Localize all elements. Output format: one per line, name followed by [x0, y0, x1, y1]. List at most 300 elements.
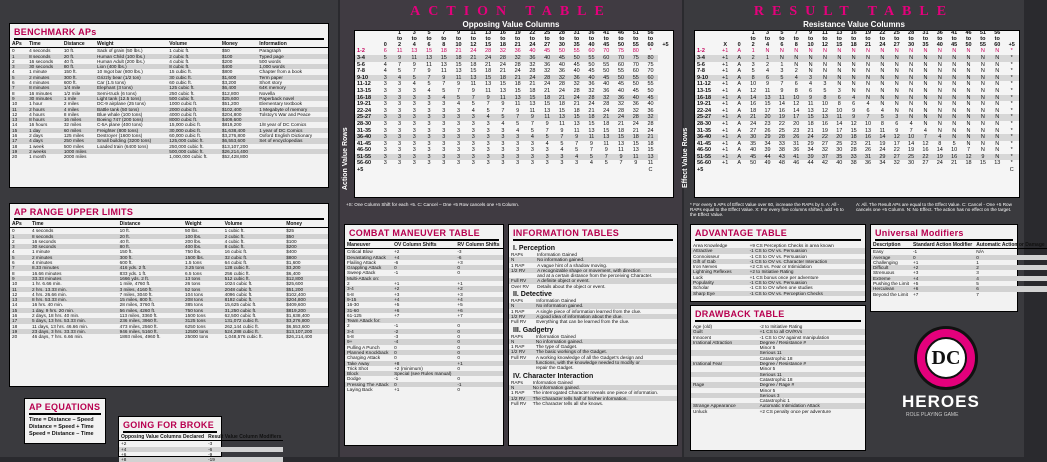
action-col-label: to — [500, 35, 506, 42]
result-cell: N — [937, 81, 942, 88]
action-cell: 3 — [516, 140, 520, 147]
ap-range-cell: $409,600 — [286, 302, 306, 308]
result-cell: N — [851, 48, 856, 55]
combat-cell: 0 — [457, 387, 460, 393]
ap-range-cell: 104 tons — [185, 291, 203, 297]
result-cell: N — [918, 95, 932, 102]
advantage-card — [690, 224, 866, 302]
combat-cell: 0 — [392, 382, 455, 387]
action-col-label: 40 — [588, 41, 595, 48]
action-row-label: 51-55 — [355, 154, 378, 161]
info-cell: Over RV — [511, 283, 529, 289]
result-cell: N — [952, 127, 957, 134]
ap-range-cell: 1,048,576 cubic ft. — [224, 334, 263, 340]
action-row — [355, 128, 673, 135]
result-cell: N — [976, 95, 990, 102]
action-cell: 5 — [604, 160, 608, 167]
result-cell: 5 — [775, 75, 789, 82]
result-cell — [918, 167, 932, 174]
result-cell: +1 — [722, 48, 729, 55]
action-cell: 32 — [529, 61, 536, 68]
action-cell: 15 — [481, 75, 496, 82]
result-cell: 6 — [794, 81, 798, 88]
ap-range-cell: 19 — [10, 329, 30, 334]
result-cell: A — [737, 61, 741, 68]
action-cell: 3 — [383, 101, 387, 108]
ap-range-cell: 52 tons — [183, 287, 223, 292]
result-col-label: 31 — [922, 30, 929, 36]
universal-cell: +2 — [911, 265, 974, 270]
result-col-label: to — [894, 35, 900, 42]
benchmark-cell: $52,428,800 — [221, 154, 248, 160]
benchmark-cell: 1/2 mile — [63, 90, 81, 96]
action-cell: 3 — [481, 134, 496, 141]
benchmark-cell: Short story — [259, 80, 282, 86]
combat-cell: Dodge — [347, 376, 361, 382]
middle-panel — [340, 0, 682, 457]
action-col-label: to — [603, 35, 609, 42]
action-cell: 80 — [632, 48, 639, 55]
result-cell: N — [765, 48, 770, 55]
action-cell: 13 — [555, 114, 570, 121]
info-cell: Full RV — [511, 354, 527, 360]
benchmark-cell: 32 miles — [63, 122, 82, 128]
action-cell: 28 — [514, 61, 521, 68]
result-col-label: 7 — [794, 30, 798, 36]
info-cell: functions, with the knowledge needed to modify or — [534, 360, 677, 365]
action-cell: 24 — [603, 107, 610, 114]
universal-cell: Strenuous — [873, 270, 895, 276]
result-cell: 18 — [750, 107, 757, 114]
benchmark-cell: Chapter from a book — [259, 69, 302, 75]
universal-cell: Herculean — [871, 286, 911, 291]
action-cell: 3 — [501, 140, 505, 147]
action-row-label: 5-6 — [357, 61, 365, 68]
result-cell: N — [890, 55, 904, 62]
result-cell: N — [794, 61, 799, 68]
action-cell: 9 — [412, 61, 416, 68]
ap-range-cell: 46 days, 7 hrs. 6.66 min. — [31, 334, 84, 340]
combat-cell: -6 — [394, 259, 399, 265]
action-cell: 15 — [614, 134, 629, 141]
action-cell: 3 — [555, 154, 570, 161]
benchmark-header-cell: Information — [257, 42, 328, 48]
result-cell — [746, 167, 760, 174]
result-cell: +1 — [722, 127, 729, 134]
result-cell: 5 — [751, 68, 755, 75]
universal-cell: Challenging — [873, 259, 898, 265]
benchmark-cell: Destroyer (1600 tons) — [96, 133, 143, 139]
result-note-left: * For every 5 APs of Effect Value over 60, increase the RAPs by 5. A: All - RAPs equal to the Effect Value. X: For every five columns shifted, add +5 to the Effect Value. — [690, 202, 844, 217]
action-cell: 3 — [412, 101, 416, 108]
result-col-label: 3 — [765, 30, 770, 36]
action-cell — [481, 167, 496, 174]
result-col-label: 18 — [850, 41, 857, 48]
ap-range-cell: 3 — [10, 244, 30, 249]
result-cell: A — [737, 81, 741, 88]
result-cell: 34 — [764, 140, 771, 147]
combat-cell: 3-4 — [345, 286, 392, 291]
result-cell: N — [966, 107, 971, 114]
ap-range-cell: 30 seconds — [30, 244, 118, 249]
result-cell: 34 — [807, 147, 814, 154]
result-cell: N — [980, 61, 985, 68]
result-cell: A — [737, 107, 741, 114]
combat-cell: +1 — [457, 281, 463, 287]
benchmark-cell: 19 — [10, 149, 27, 154]
combat-maneuver-title: COMBAT MANEUVER TABLE — [349, 228, 480, 238]
action-cell: 32 — [555, 75, 570, 82]
action-cell: 3 — [486, 140, 490, 147]
result-cell — [890, 167, 904, 174]
action-cell: 24 — [558, 87, 565, 94]
result-cell — [990, 167, 1004, 174]
result-cell: 21 — [864, 140, 872, 147]
action-col-label: to — [588, 35, 595, 42]
action-cell: 40 — [558, 61, 565, 68]
action-cell: 40 — [529, 48, 536, 55]
result-cell: 1 — [780, 61, 784, 68]
result-row-label: 46-50 — [697, 147, 712, 154]
result-cell: N — [980, 147, 985, 154]
action-cell: 18 — [584, 114, 599, 121]
result-cell — [775, 167, 789, 174]
action-col-label: 36 — [588, 30, 595, 36]
ap-range-table — [10, 222, 328, 340]
action-cell: 3 — [510, 134, 525, 141]
result-cell: 13 — [807, 107, 814, 114]
action-cell: 6 — [383, 48, 387, 55]
action-cell: 13 — [510, 95, 525, 102]
benchmark-cell: 1/8 year of DC Comics — [259, 122, 307, 128]
combat-header-cell: OV Column Shifts — [392, 243, 455, 249]
action-row-label: +5 — [357, 167, 364, 174]
ap-range-card — [9, 203, 329, 387]
action-cell: 3 — [383, 160, 387, 167]
result-note-right: A: All. The Result APs are equal to the Effect Value. C: Cancel - One +5 Row cancels one +5 Column. N: No Effect. The action has no effect on the target. — [856, 202, 1012, 212]
action-cell: 3 — [457, 160, 461, 167]
info-section-table — [509, 298, 677, 324]
action-cell: 50 — [588, 61, 595, 68]
combat-header-cell: RV Column Shifts — [455, 243, 503, 249]
action-cell: 3 — [398, 160, 402, 167]
result-cell: N — [894, 68, 899, 75]
info-cell: The interrogated Character reveals one piece of information. — [532, 390, 659, 396]
result-cell: * — [1004, 55, 1019, 62]
action-cell: 15 — [603, 127, 610, 134]
combat-cell: -6 — [455, 255, 503, 260]
result-cell: N — [980, 48, 985, 55]
action-note: +S: One Column Shift for each +5. C: Cancel – One +5 Row cancels one +5 Column. — [346, 202, 520, 207]
result-cell: * — [1010, 140, 1013, 147]
result-cell: 13 — [994, 160, 1001, 167]
info-cell: RAPs — [511, 252, 523, 257]
info-section-heading: I. Perception — [513, 245, 556, 252]
result-cell: 13 — [818, 114, 832, 121]
ap-range-cell: $800 — [284, 255, 328, 260]
action-cell: 36 — [569, 75, 584, 82]
action-row — [355, 141, 673, 148]
result-row-label: 7-8 — [697, 68, 705, 75]
action-col-label: 28 — [558, 30, 565, 36]
result-cell: +1 — [718, 114, 732, 121]
action-cell: 13 — [573, 120, 580, 127]
action-col-label: 4 — [412, 41, 416, 48]
action-row-label: 31-35 — [357, 127, 372, 134]
result-cell: 22 — [893, 147, 900, 154]
combat-cell: +7 — [457, 312, 463, 318]
going-for-broke-card — [118, 416, 282, 462]
action-cell: 18 — [529, 87, 536, 94]
ap-range-cell: 50 lbs. — [185, 228, 199, 234]
benchmark-cell: 4 cubic ft. — [169, 58, 190, 64]
action-cell: 28 — [485, 48, 492, 55]
result-cell: 44 — [807, 160, 814, 167]
going-for-broke-cell: -19 — [206, 457, 283, 462]
universal-cell: Beyond the Limit — [873, 291, 908, 297]
action-cell: 15 — [514, 87, 521, 94]
result-cell: 16 — [947, 154, 961, 161]
result-cell: 7 — [918, 134, 932, 141]
advantage-cell: Scholar — [693, 285, 709, 291]
result-cell: N — [880, 48, 885, 55]
result-cell: N — [952, 48, 957, 55]
result-cell: 19 — [933, 154, 947, 161]
info-cell: 1/2 RV — [509, 396, 531, 401]
action-cell: 32 — [632, 107, 639, 114]
action-cell: 3 — [427, 107, 431, 114]
info-cell: Full RV — [511, 400, 527, 406]
ap-range-cell: 17 — [10, 318, 30, 323]
result-cell: N — [851, 87, 856, 94]
result-cell: 32 — [821, 147, 828, 154]
action-cell: 5 — [575, 147, 579, 154]
action-cell: 11 — [396, 48, 403, 55]
result-cell: 24 — [750, 120, 757, 127]
action-col-label: 8 — [442, 41, 446, 48]
result-cell: N — [866, 68, 871, 75]
action-cell: 24 — [544, 81, 551, 88]
action-cell — [466, 167, 481, 174]
info-cell: No information gained. — [535, 257, 677, 262]
action-cell: 18 — [617, 127, 625, 134]
advantage-cell: Sharp Eye — [691, 291, 748, 296]
benchmark-cell: 1 — [10, 54, 27, 59]
ap-range-cell: 400 lbs. — [183, 244, 223, 249]
result-cell: N — [909, 81, 914, 88]
ap-range-cell: 473 miles, 2560 ft. — [119, 323, 158, 329]
result-cell: 17 — [789, 114, 803, 121]
combat-cell: +1 — [455, 361, 503, 366]
result-col-label: to — [836, 35, 842, 42]
action-cell: 24 — [470, 48, 477, 55]
action-cell — [495, 167, 510, 174]
result-col-label: 6 — [780, 41, 784, 48]
benchmark-cell: DC-9 airplane (25 tons) — [96, 101, 146, 107]
ap-range-cell: 5 — [10, 255, 30, 260]
result-cell: 45 — [746, 154, 760, 161]
result-cell: 3 — [823, 81, 827, 88]
result-cell: 1 — [760, 55, 774, 62]
result-cell: 6 — [852, 101, 856, 108]
result-cell: N — [995, 81, 1000, 88]
result-col-label: 22 — [879, 30, 886, 36]
ap-range-cell: 4 minutes — [31, 260, 53, 266]
universal-modifiers-table — [871, 243, 1047, 297]
benchmark-cell: 0 — [12, 48, 15, 54]
action-cell: 7 — [545, 127, 549, 134]
action-cell: 3 — [451, 114, 466, 121]
result-cell: 1 — [751, 48, 755, 55]
result-col-label: to — [922, 35, 929, 42]
action-cell: 4 — [436, 95, 451, 102]
info-cell: RAPs — [511, 333, 523, 339]
universal-cell: 0 — [911, 255, 974, 260]
ap-range-cell: 8192 cubic ft. — [223, 297, 285, 302]
result-cell: 32 — [893, 160, 900, 167]
action-cell: 3 — [442, 101, 446, 108]
ap-range-cell: 62,500 cubic ft. — [224, 313, 257, 319]
result-cell: N — [875, 95, 889, 102]
ap-range-cell: 3.25 tons — [183, 265, 223, 270]
drawback-cell: Innocent — [693, 334, 711, 340]
drawback-cell: Automatic Intimidation Attack — [758, 403, 865, 408]
action-cell: 32 — [617, 101, 625, 108]
result-cell: 14 — [778, 101, 785, 108]
action-cell: 9 — [481, 95, 496, 102]
result-cell: 4 — [846, 95, 860, 102]
result-col-label: to — [937, 35, 943, 42]
action-cell: 36 — [603, 87, 610, 94]
action-cell: 45 — [588, 68, 595, 75]
result-cell: N — [933, 75, 947, 82]
result-cell: 21 — [951, 160, 958, 167]
result-cell: N — [995, 61, 1000, 68]
action-cell: 7 — [575, 140, 579, 147]
benchmark-cell: 8 — [12, 90, 15, 96]
drawback-card — [690, 305, 866, 451]
result-cell: 29 — [875, 154, 889, 161]
action-cell: 3 — [398, 107, 402, 114]
combat-cell: 9-15 — [345, 297, 392, 302]
action-cell: 9 — [614, 154, 629, 161]
action-cell: 15 — [425, 48, 433, 55]
result-cell: 23 — [764, 120, 771, 127]
result-row-label: 9-10 — [695, 75, 718, 82]
result-cell: * — [1010, 160, 1013, 167]
ap-range-cell: 14 — [12, 302, 18, 308]
ap-range-cell: $6,553,600 — [286, 323, 310, 329]
benchmark-cell: 300 ft. — [62, 75, 95, 80]
benchmark-cell: Typed page — [257, 54, 328, 59]
result-cell: N — [894, 61, 899, 68]
ap-range-cell: 1 cubic ft. — [224, 228, 245, 234]
benchmark-cell: Small building (3200 tons) — [95, 138, 167, 143]
result-row-label: 41-45 — [697, 140, 712, 147]
action-col-label: 51 — [632, 30, 639, 36]
combat-cell: +2 — [392, 286, 455, 291]
advantage-cell: Gift of Gab — [691, 259, 748, 264]
ap-range-cell: 11 — [10, 287, 30, 292]
going-for-broke-cell: -3 — [208, 441, 213, 447]
result-cell: N — [976, 134, 990, 141]
advantage-cell: -1 CS to OV vs. Persuasion — [748, 280, 865, 285]
action-cell: 3 — [378, 95, 392, 102]
result-cell — [789, 167, 803, 174]
result-cell: +1 — [722, 101, 729, 108]
benchmark-cell: C-5A plane (400 tons) — [96, 122, 143, 128]
ap-range-cell: 15 — [10, 308, 30, 313]
action-cell: 3 — [530, 147, 534, 154]
advantage-cell: -1 CS to OV vs. Persuasion — [748, 248, 865, 253]
action-cell: 13 — [643, 154, 658, 161]
ap-range-cell: 1500 lbs. — [183, 255, 223, 260]
result-cell: N — [980, 81, 985, 88]
benchmark-cell: Car (1.5 tons) — [96, 80, 126, 86]
universal-cell: 7 — [976, 291, 979, 297]
result-cell: 20 — [760, 114, 774, 121]
universal-cell: +7 — [912, 291, 919, 297]
benchmark-cell: 150 ft. — [63, 69, 77, 75]
universal-modifiers-title: Universal Modifiers — [875, 228, 964, 238]
result-cell: 30 — [746, 134, 760, 141]
benchmark-cell: 2 minutes — [27, 75, 62, 80]
result-row — [695, 48, 1019, 55]
result-cell: 24 — [879, 147, 886, 154]
combat-cell: 0 — [457, 365, 460, 371]
result-cell: N — [875, 55, 889, 62]
result-cell: +1 — [718, 55, 732, 62]
drawback-title: DRAWBACK TABLE — [695, 309, 785, 319]
result-cell: N — [937, 87, 942, 94]
result-cell: 10 — [951, 147, 958, 154]
ap-range-cell: 16.66 minutes — [31, 270, 62, 276]
ap-range-cell: 12500 tons — [183, 329, 223, 334]
action-cell: 3 — [495, 134, 510, 141]
combat-cell: Take Away — [345, 361, 392, 366]
result-cell: N — [937, 127, 942, 134]
action-cell: 28 — [573, 87, 580, 94]
action-row — [355, 160, 673, 167]
equation-line: Distance = Speed + Time — [29, 424, 94, 430]
action-col-label: 11 — [470, 30, 477, 36]
action-cell: 15 — [632, 140, 639, 147]
result-cell: N — [995, 127, 1000, 134]
action-cell: 7 — [422, 75, 437, 82]
action-cell: 3 — [407, 134, 422, 141]
combat-header-cell: Maneuver — [345, 243, 392, 249]
result-cell: 36 — [864, 160, 872, 167]
action-cell: 9 — [501, 101, 505, 108]
combat-cell: 16-30 — [347, 302, 359, 308]
result-cell: 28 — [775, 134, 789, 141]
action-cell: 13 — [544, 107, 551, 114]
ap-range-cell: 2048 cubic ft. — [223, 287, 285, 292]
benchmark-cell: $200 — [221, 58, 233, 64]
result-cell: 4 — [789, 75, 803, 82]
dc-logo — [914, 326, 978, 390]
action-cell: 13 — [466, 75, 481, 82]
result-cell: 28 — [850, 147, 857, 154]
ap-range-cell: 8 seconds — [30, 234, 118, 239]
result-cell: A — [737, 160, 741, 167]
result-cell: N — [961, 75, 975, 82]
universal-header-cell: Automatic Action or Damage — [976, 242, 1045, 248]
action-col-label: 10 — [455, 41, 462, 48]
action-cell — [525, 167, 540, 174]
result-cell: 9 — [895, 127, 899, 134]
action-cell: 50 — [603, 68, 610, 75]
